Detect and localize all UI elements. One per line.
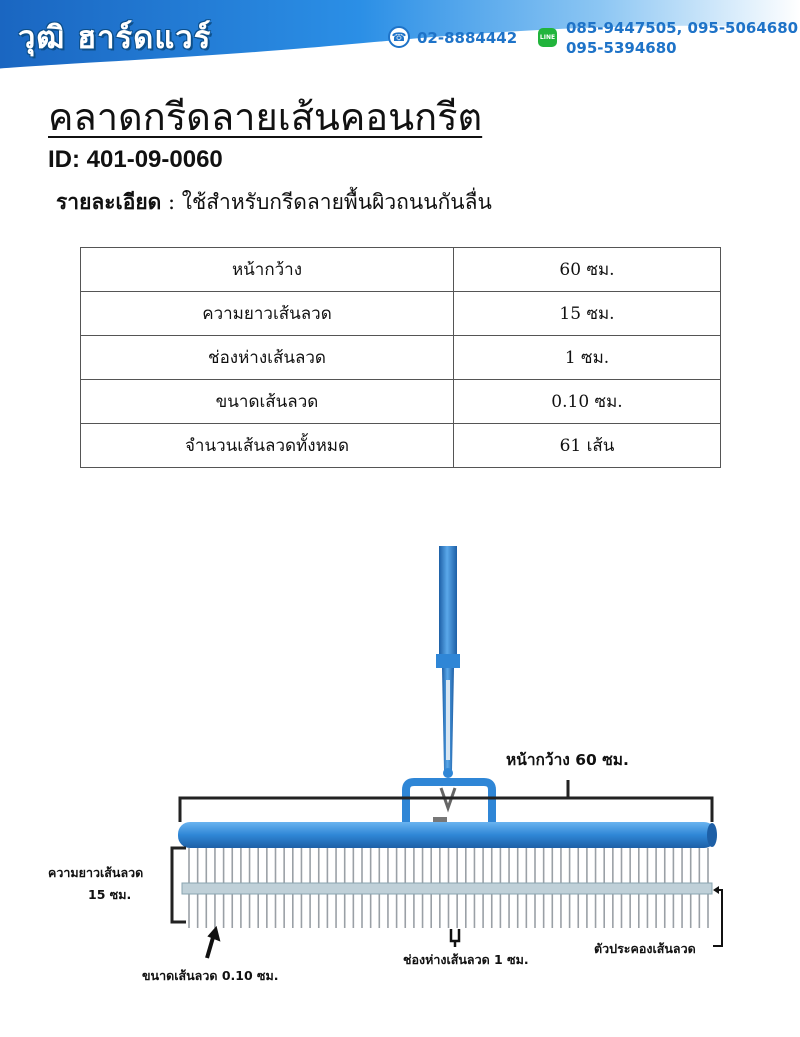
guide-pointer (713, 890, 722, 946)
detail-label: รายละเอียด (56, 189, 162, 214)
gap-marker (451, 929, 459, 947)
product-id: ID: 401-09-0060 (48, 146, 223, 173)
wire-thickness-label: ขนาดเส้นลวด 0.10 ซม. (142, 968, 279, 983)
handle-clamp (436, 654, 460, 668)
wire-guide-label: ตัวประคองเส้นลวด (594, 941, 696, 956)
spec-label: หน้ากว้าง (81, 248, 454, 292)
detail-separator: : (161, 190, 182, 214)
width-label: หน้ากว้าง 60 ซม. (506, 751, 629, 769)
spec-value: 61 เส้น (454, 424, 721, 468)
comb-bar (178, 822, 716, 848)
line-app-icon: LINE (538, 28, 557, 47)
phone-icon: ☎ (388, 26, 410, 48)
table-row (81, 380, 721, 424)
detail-text: ใช้สำหรับกรีดลายพื้นผิวถนนกันลื่น (181, 190, 492, 214)
table-row (81, 248, 721, 292)
spec-value: 0.10 ซม. (454, 380, 721, 424)
product-diagram (0, 530, 800, 1030)
mobile-numbers: 085-9447505, 095-5064680 (566, 19, 799, 37)
handle-pole (439, 546, 457, 658)
table-row (81, 336, 721, 380)
spec-value: 1 ซม. (454, 336, 721, 380)
phone-number: 02-8884442 (417, 29, 518, 47)
table-row (81, 292, 721, 336)
product-detail (56, 186, 492, 219)
header-banner (0, 0, 800, 72)
page-title: คลาดกรีดลายเส้นคอนกรีต (48, 95, 483, 139)
spec-label: ช่องห่างเส้นลวด (81, 336, 454, 380)
wire-gap-label: ช่องห่างเส้นลวด 1 ซม. (403, 952, 529, 967)
mobile-numbers-2: 095-5394680 (566, 39, 677, 57)
spec-table (80, 247, 721, 468)
wire-length-value: 15 ซม. (88, 887, 132, 902)
spec-value: 15 ซม. (454, 292, 721, 336)
wire-length-label: ความยาวเส้นลวด (48, 865, 144, 880)
wire-guide-bar (182, 883, 712, 894)
spec-label: ความยาวเส้นลวด (81, 292, 454, 336)
table-row (81, 424, 721, 468)
spec-label: จำนวนเส้นลวดทั้งหมด (81, 424, 454, 468)
spec-value: 60 ซม. (454, 248, 721, 292)
spec-label: ขนาดเส้นลวด (81, 380, 454, 424)
brand-logo: วุฒิ ฮาร์ดแวร์ (18, 20, 212, 56)
